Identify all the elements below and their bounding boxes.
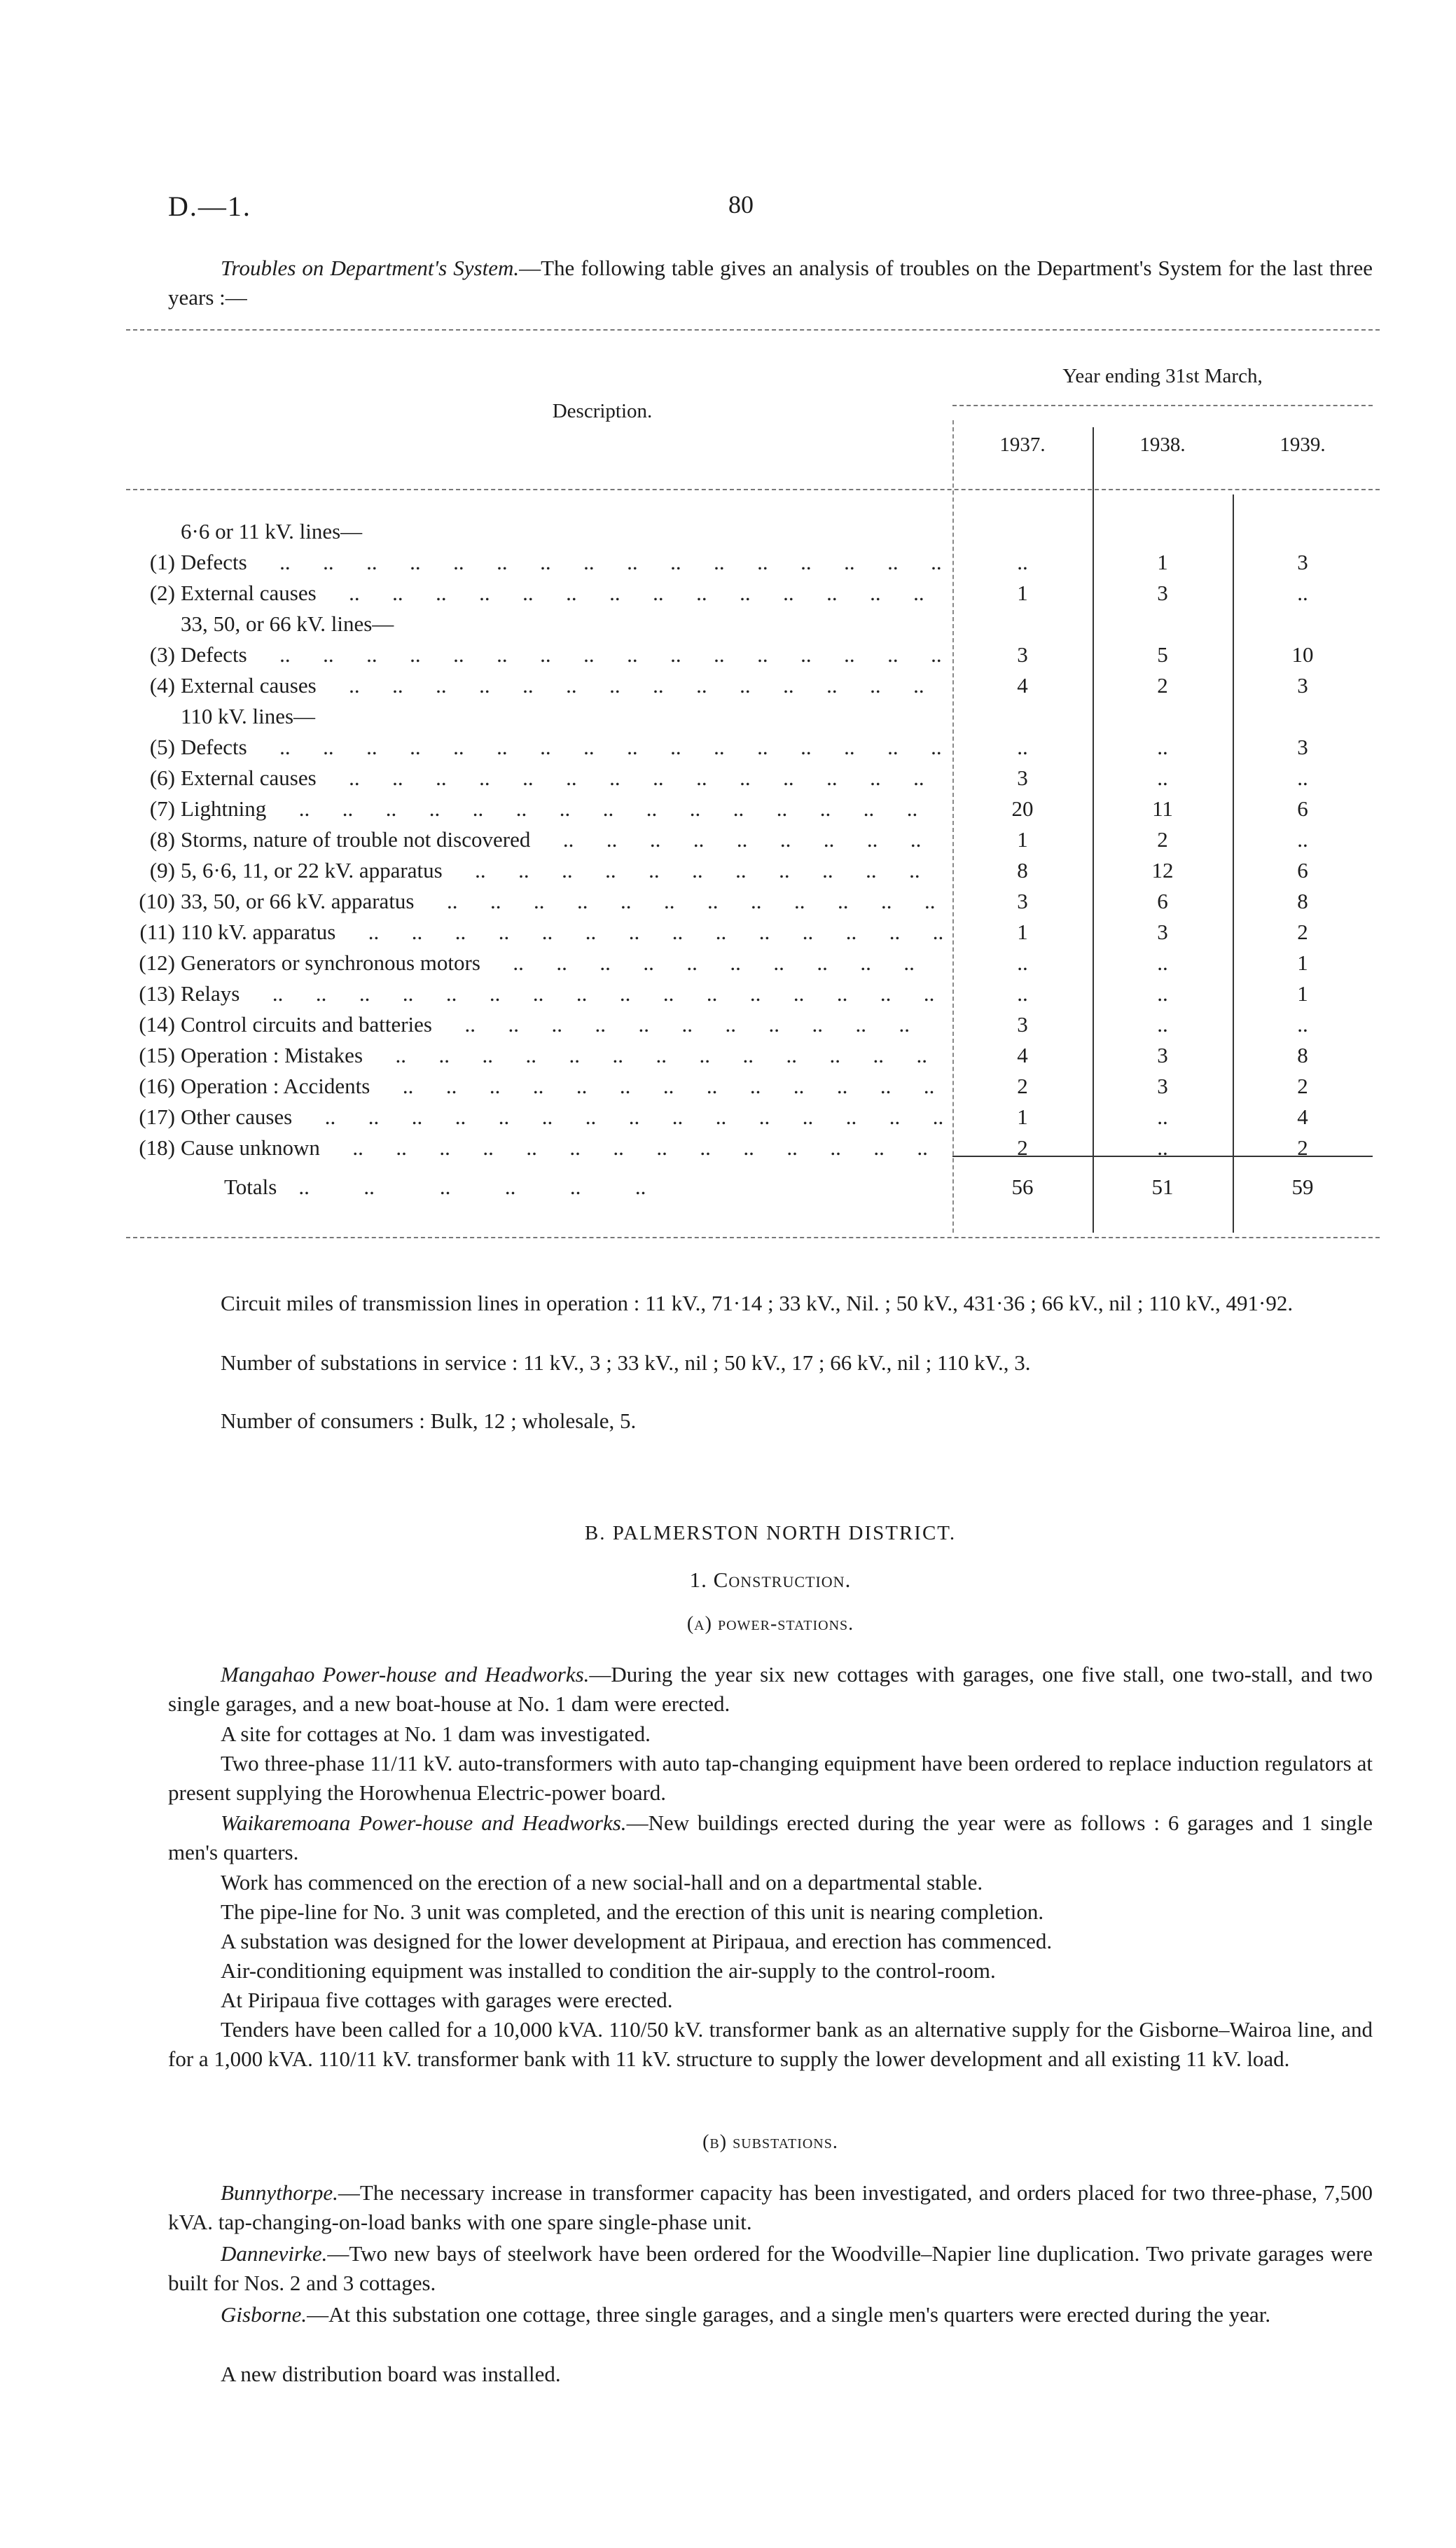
row-number: (6)	[149, 766, 175, 790]
gisborne-title: Gisborne.	[221, 2302, 307, 2327]
pipeline-paragraph: The pipe-line for No. 3 unit was completed, and the erection of this unit is nearing completion.	[221, 1899, 1044, 1924]
cell-1937: 8	[1017, 858, 1028, 882]
cell-1937: 3	[1017, 1012, 1028, 1037]
cell-1937: ..	[1017, 550, 1028, 574]
row-description: Other causes .. .. .. .. .. .. .. .. .. .. .. .. .. .. ..	[181, 1105, 944, 1129]
page-number: 80	[728, 191, 754, 219]
row-description: Operation : Accidents .. .. .. .. .. .. .. .. .. .. .. .. ..	[181, 1074, 935, 1098]
table-row	[126, 1102, 1380, 1132]
row-description: Cause unknown .. .. .. .. .. .. .. .. .. .. .. .. .. ..	[181, 1135, 928, 1160]
row-description: Defects .. .. .. .. .. .. .. .. .. .. .. .. .. .. .. ..	[181, 735, 942, 759]
cell-1938: 1	[1157, 550, 1168, 574]
table-row	[126, 640, 1380, 670]
year-group-header: Year ending 31st March,	[1062, 365, 1263, 387]
table-row	[126, 918, 1380, 947]
dot-leader: .. .. .. .. .. .. .. .. .. .. .. .. ..	[363, 1043, 928, 1067]
construction-heading: 1. Construction.	[689, 1567, 852, 1592]
cell-1938: 11	[1152, 796, 1173, 821]
dot-leader: .. .. .. .. .. .. .. .. .. .. ..	[442, 858, 920, 882]
row-description: Operation : Mistakes .. .. .. .. .. .. .. .. .. .. .. .. ..	[181, 1043, 928, 1067]
dot-leader: .. .. .. .. .. .. .. .. .. .. .. .. .. .. .. ..	[247, 642, 942, 667]
cell-1937: 2	[1017, 1074, 1028, 1098]
cell-1939: ..	[1297, 766, 1308, 790]
row-number: (7)	[149, 796, 175, 821]
dot-leader: .. .. .. .. .. .. .. .. .. .. .. .. .. ..	[316, 673, 924, 698]
cell-1938: ..	[1157, 735, 1168, 759]
year-header-1939: 1939.	[1280, 434, 1326, 456]
cell-1938: 3	[1157, 1043, 1168, 1067]
bunnythorpe-paragraph: Bunnythorpe.—The necessary increase in transformer capacity has been investigated, and orders placed for two three-phase, 7,500 kVA. tap-changing-on-load banks with one spare single-phase unit.	[168, 2180, 1373, 2234]
row-description: Defects .. .. .. .. .. .. .. .. .. .. .. .. .. .. .. ..	[181, 550, 942, 574]
table-row	[126, 671, 1380, 700]
group-label: 110 kV. lines—	[181, 704, 316, 728]
dannevirke-title: Dannevirke.	[221, 2241, 328, 2266]
page-header	[168, 188, 1373, 223]
power-stations-heading: (a) power-stations.	[686, 1613, 854, 1635]
row-number: (3)	[149, 642, 175, 667]
transformers-paragraph: Two three-phase 11/11 kV. auto-transformers with auto tap-changing equipment have been ordered to replace induction regulators at present supplying the Horowhenua Electric-power board.	[168, 1751, 1373, 1805]
group-label: 33, 50, or 66 kV. lines—	[181, 611, 394, 636]
cell-1937: 1	[1017, 827, 1028, 852]
cell-1939: 3	[1297, 673, 1308, 698]
substations-text: Number of substations in service : 11 kV., 3 ; 33 kV., nil ; 50 kV., 17 ; 66 kV., nil ; 110 kV., 3.	[221, 1350, 1031, 1375]
cell-1938: 12	[1151, 858, 1174, 882]
header-bottom-rule	[126, 489, 1380, 490]
cell-1937: 4	[1017, 673, 1028, 698]
row-number: (9)	[149, 858, 175, 882]
cell-1937: 3	[1017, 766, 1028, 790]
cell-1938: ..	[1157, 1135, 1168, 1160]
dot-leader: .. .. .. .. .. .. .. .. .. .. .. .. .. ..	[319, 1135, 928, 1160]
dot-leader: .. .. .. .. .. .. .. .. .. .. .. .. .. ..	[316, 581, 924, 605]
table-row	[126, 548, 1380, 577]
totals-rule	[952, 1156, 1373, 1157]
table-row	[126, 579, 1380, 608]
table-row	[126, 1133, 1380, 1163]
totals-label: Totals .. .. .. .. .. ..	[224, 1175, 646, 1199]
row-number: (12)	[139, 950, 175, 975]
cell-1937: ..	[1017, 981, 1028, 1006]
row-number: (18)	[139, 1135, 175, 1160]
year-header-1937: 1937.	[999, 434, 1046, 456]
total-1939: 59	[1291, 1175, 1314, 1199]
cell-1939: 10	[1291, 642, 1314, 667]
consumers-text: Number of consumers : Bulk, 12 ; wholesale, 5.	[221, 1408, 637, 1433]
year-group-rule	[952, 405, 1373, 406]
table-row	[126, 794, 1380, 824]
row-number: (17)	[139, 1105, 175, 1129]
cell-1937: 4	[1017, 1043, 1028, 1067]
cell-1938: ..	[1157, 1012, 1168, 1037]
row-number: (14)	[139, 1012, 175, 1037]
dot-leader: .. .. .. .. .. .. .. .. .. .. .. .. .. ..	[335, 920, 944, 944]
cell-1938: ..	[1157, 1105, 1168, 1129]
table-row	[126, 887, 1380, 916]
cell-1937: ..	[1017, 950, 1028, 975]
cell-1937: 2	[1017, 1135, 1028, 1160]
dot-leader: .. .. .. .. .. .. .. .. .. .. .. .. .. .. .. ..	[240, 981, 935, 1006]
cell-1939: ..	[1297, 581, 1308, 605]
dot-leader: .. .. .. .. .. .. .. .. .. .. .. .. .. ..	[316, 766, 924, 790]
row-number: (16)	[139, 1074, 175, 1098]
group-label: 6·6 or 11 kV. lines—	[181, 519, 363, 543]
cell-1937: 3	[1017, 642, 1028, 667]
table-row	[126, 856, 1380, 885]
total-1937: 56	[1011, 1175, 1034, 1199]
table-group-row	[126, 517, 1380, 546]
row-number: (11)	[139, 920, 175, 944]
substation-design-paragraph: A substation was designed for the lower development at Piripaua, and erection has commenced.	[221, 1929, 1053, 1953]
cell-1938: ..	[1157, 766, 1168, 790]
cell-1937: 1	[1017, 920, 1028, 944]
cell-1939: 2	[1297, 1135, 1308, 1160]
cell-1939: 2	[1297, 1074, 1308, 1098]
cell-1937: 1	[1017, 1105, 1028, 1129]
intro-paragraph	[168, 254, 1373, 312]
cell-1938: 2	[1157, 673, 1168, 698]
cell-1939: 8	[1297, 1043, 1308, 1067]
row-description: Relays .. .. .. .. .. .. .. .. .. .. .. .. .. .. .. ..	[181, 981, 935, 1006]
row-description: External causes .. .. .. .. .. .. .. .. .. .. .. .. .. ..	[181, 581, 924, 605]
cell-1938: 6	[1157, 889, 1168, 913]
cell-1939: 6	[1297, 858, 1308, 882]
cell-1938: ..	[1157, 950, 1168, 975]
document-reference: D.—1.	[168, 191, 251, 222]
mangahao-title: Mangahao Power-house and Headworks.	[221, 1662, 590, 1687]
site-paragraph: A site for cottages at No. 1 dam was investigated.	[221, 1722, 651, 1746]
circuit-miles-text: Circuit miles of transmission lines in operation : 11 kV., 71·14 ; 33 kV., Nil. ; 50 kV., 431·36 ; 66 kV., nil ; 110 kV., 491·92.	[221, 1291, 1294, 1315]
dot-leader: .. .. .. .. .. .. .. .. .. ..	[480, 950, 915, 975]
cell-1939: 4	[1297, 1105, 1308, 1129]
table-bottom-rule	[126, 1237, 1380, 1238]
cell-1938: 3	[1157, 581, 1168, 605]
row-number: (2)	[149, 581, 175, 605]
mangahao-paragraph: Mangahao Power-house and Headworks.—During the year six new cottages with garages, one five stall, one two-stall, and two single garages, and a new boat-house at No. 1 dam were erected.	[168, 1662, 1373, 1716]
waikaremoana-title: Waikaremoana Power-house and Headworks.	[221, 1810, 627, 1835]
total-1938: 51	[1151, 1175, 1174, 1199]
row-number: (15)	[139, 1043, 175, 1067]
row-description: Lightning .. .. .. .. .. .. .. .. .. .. .. .. .. .. ..	[181, 796, 918, 821]
intro-text: —The following table gives an analysis of troubles on the Department's System for the last three years :—	[168, 256, 1373, 310]
dot-leader: .. .. .. .. .. .. .. .. .. .. .. .. .. .. ..	[266, 796, 918, 821]
totals-row	[126, 1172, 1380, 1202]
cell-1937: 20	[1011, 796, 1034, 821]
table-row	[126, 1010, 1380, 1039]
cell-1937: 3	[1017, 889, 1028, 913]
dot-leader: .. .. .. .. .. .. .. .. .. .. .. .. .. .. .. ..	[247, 550, 942, 574]
cell-1939: 8	[1297, 889, 1308, 913]
piripaua-paragraph: At Piripaua five cottages with garages were erected.	[221, 1988, 673, 2012]
year-header-1938: 1938.	[1139, 434, 1186, 456]
row-description: Control circuits and batteries .. .. .. .. .. .. .. .. .. .. ..	[181, 1012, 910, 1037]
row-number: (8)	[149, 827, 175, 852]
intro-title: Troubles on Department's System.	[221, 256, 520, 280]
cell-1939: 1	[1297, 950, 1308, 975]
dot-leader: .. .. .. .. .. .. .. .. .. .. .. .. .. .. ..	[292, 1105, 944, 1129]
row-number: (4)	[149, 673, 175, 698]
tenders-paragraph: Tenders have been called for a 10,000 kVA. 110/50 kV. transformer bank as an alternative supply for the Gisborne–Wairoa line, and for a 1,000 kVA. 110/11 kV. transformer bank with 11 kV. structure to supply the lower development and all existing 11 kV. load.	[168, 2017, 1373, 2071]
row-description: 110 kV. apparatus .. .. .. .. .. .. .. .. .. .. .. .. .. ..	[181, 920, 944, 944]
cell-1938: 3	[1157, 920, 1168, 944]
substations-heading: (b) substations.	[702, 2131, 838, 2153]
troubles-table	[126, 329, 1380, 1240]
row-description: Generators or synchronous motors .. .. .. .. .. .. .. .. .. ..	[181, 950, 915, 975]
dot-leader: .. .. .. .. .. .. .. .. .. .. .. ..	[414, 889, 936, 913]
cell-1939: ..	[1297, 827, 1308, 852]
row-description: External causes .. .. .. .. .. .. .. .. .. .. .. .. .. ..	[181, 766, 924, 790]
cell-1939: 1	[1297, 981, 1308, 1006]
row-description: Defects .. .. .. .. .. .. .. .. .. .. .. .. .. .. .. ..	[181, 642, 942, 667]
section-heading: B. PALMERSTON NORTH DISTRICT.	[584, 1522, 957, 1544]
dot-leader: .. .. .. .. .. .. .. .. ..	[530, 827, 922, 852]
table-group-row	[126, 609, 1380, 639]
table-top-rule	[126, 329, 1380, 331]
aircon-paragraph: Air-conditioning equipment was installed to condition the air-supply to the control-room.	[221, 1958, 996, 1983]
dot-leader: .. .. .. .. .. .. .. .. .. .. .. .. .. .. .. ..	[247, 735, 942, 759]
gisborne-paragraph: Gisborne.—At this substation one cottage, three single garages, and a single men's quarters were erected during the year.	[221, 2302, 1271, 2327]
bunnythorpe-title: Bunnythorpe.	[221, 2180, 338, 2205]
row-description: External causes .. .. .. .. .. .. .. .. .. .. .. .. .. ..	[181, 673, 924, 698]
cell-1938: ..	[1157, 981, 1168, 1006]
row-number: (13)	[139, 981, 175, 1006]
row-description: 5, 6·6, 11, or 22 kV. apparatus .. .. .. .. .. .. .. .. .. .. ..	[181, 858, 920, 882]
work-paragraph: Work has commenced on the erection of a new social-hall and on a departmental stable.	[221, 1870, 983, 1895]
cell-1939: ..	[1297, 1012, 1308, 1037]
distribution-paragraph: A new distribution board was installed.	[221, 2362, 561, 2386]
cell-1939: 2	[1297, 920, 1308, 944]
row-number: (5)	[149, 735, 175, 759]
cell-1939: 3	[1297, 735, 1308, 759]
cell-1938: 3	[1157, 1074, 1168, 1098]
cell-1937: ..	[1017, 735, 1028, 759]
table-row	[126, 1041, 1380, 1070]
table-row	[126, 1072, 1380, 1101]
description-header: Description.	[552, 400, 653, 422]
cell-1937: 1	[1017, 581, 1028, 605]
row-number: (10)	[139, 889, 175, 913]
table-row	[126, 733, 1380, 762]
row-description: Storms, nature of trouble not discovered .. .. .. .. .. .. .. .. ..	[181, 827, 922, 852]
cell-1939: 6	[1297, 796, 1308, 821]
cell-1938: 5	[1157, 642, 1168, 667]
cell-1939: 3	[1297, 550, 1308, 574]
table-row	[126, 948, 1380, 978]
table-row	[126, 825, 1380, 854]
table-row	[126, 763, 1380, 793]
table-group-row	[126, 702, 1380, 731]
waikaremoana-paragraph: Waikaremoana Power-house and Headworks.—New buildings erected during the year were as follows : 6 garages and 1 single men's quarters.	[168, 1810, 1373, 1864]
cell-1938: 2	[1157, 827, 1168, 852]
dot-leader: .. .. .. .. .. .. .. .. .. .. ..	[431, 1012, 910, 1037]
row-number: (1)	[149, 550, 175, 574]
table-row	[126, 979, 1380, 1009]
dot-leader: .. .. .. .. .. .. .. .. .. .. .. .. ..	[370, 1074, 935, 1098]
row-description: 33, 50, or 66 kV. apparatus .. .. .. .. .. .. .. .. .. .. .. ..	[181, 889, 936, 913]
dannevirke-paragraph: Dannevirke.—Two new bays of steelwork have been ordered for the Woodville–Napier line duplication. Two private garages were built for Nos. 2 and 3 cottages.	[168, 2241, 1373, 2295]
